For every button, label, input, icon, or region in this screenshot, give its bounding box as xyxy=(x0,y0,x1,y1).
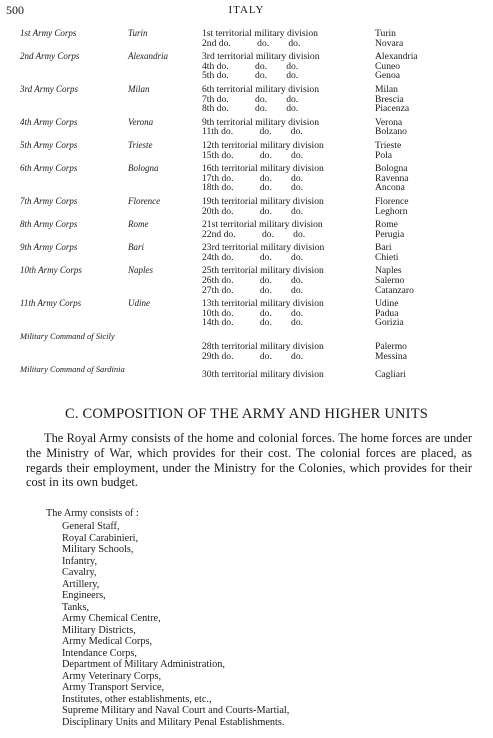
division-row xyxy=(200,71,493,81)
division-ordinal: 19th xyxy=(202,195,220,207)
division-ordinal: 11th xyxy=(202,126,219,138)
list-item: Cavalry, xyxy=(62,567,97,578)
division-desc: do. do. do. xyxy=(221,172,304,184)
list-item: Infantry, xyxy=(62,555,98,567)
division-ordinal: 4th xyxy=(202,60,215,72)
corps-headquarters: Alexandria xyxy=(128,51,168,62)
division-ordinal: 20th xyxy=(202,205,220,217)
division-city: Ancona xyxy=(375,182,405,194)
division-row xyxy=(200,104,493,114)
corps-name: 8th Army Corps xyxy=(20,219,78,230)
division-ordinal-desc xyxy=(200,352,375,362)
division-city: Alexandria xyxy=(375,51,418,63)
military-command-group xyxy=(0,332,493,361)
corps-group xyxy=(0,29,493,48)
division-row xyxy=(200,151,493,161)
corps-name: 1st Army Corps xyxy=(20,28,77,38)
list-item: Institutes, other establishments, etc., xyxy=(62,693,212,705)
division-desc: territorial military division xyxy=(221,298,324,310)
division-ordinal-desc xyxy=(200,151,375,161)
corps-headquarters: Bari xyxy=(128,242,145,253)
division-ordinal-desc xyxy=(200,127,375,137)
division-city: Rome xyxy=(375,219,398,231)
division-city: Novara xyxy=(375,37,404,49)
military-command-name: Military Command of Sardinia xyxy=(20,364,125,375)
division-ordinal-desc xyxy=(200,183,375,193)
division-city: Bolzano xyxy=(375,126,407,138)
division-ordinal: 23rd xyxy=(202,242,220,254)
division-row xyxy=(200,39,493,49)
division-city: Turin xyxy=(375,28,396,39)
division-desc: territorial military division xyxy=(215,28,318,39)
corps-headquarters: Rome xyxy=(128,219,149,230)
list-item: Royal Carabinieri, xyxy=(62,532,139,544)
list-item: General Staff, xyxy=(62,521,120,532)
corps-group xyxy=(0,243,493,262)
division-ordinal: 16th xyxy=(202,163,220,175)
corps-name: 10th Army Corps xyxy=(20,265,82,276)
division-desc: do. do. do. xyxy=(216,60,299,72)
division-city: Catanzaro xyxy=(375,284,414,296)
division-ordinal: 27th xyxy=(202,284,220,296)
division-ordinal: 1st xyxy=(202,28,214,39)
list-item: Engineers, xyxy=(62,590,106,601)
division-desc: do. do. do. xyxy=(216,103,299,115)
division-ordinal: 25th xyxy=(202,265,220,277)
division-city: Palermo xyxy=(375,341,407,353)
army-components-list xyxy=(62,521,289,728)
division-list xyxy=(200,141,493,160)
list-item: Disciplinary Units and Military Penal Establishments. xyxy=(62,716,285,728)
section-paragraph: The Royal Army consists of the home and colonial forces. The home forces are under the Ministry of War, which provides for their cost. The colonial forces are placed, as regards their employment, under the Ministry for the Colonies, which provides for their cost in its own budget. xyxy=(26,431,472,490)
division-desc: do. do. do. xyxy=(221,284,304,296)
list-item: Army Veterinary Corps, xyxy=(62,670,162,682)
division-ordinal: 22nd xyxy=(202,228,222,240)
list-item: Army Medical Corps, xyxy=(62,636,153,647)
division-desc: territorial military division xyxy=(221,369,324,381)
division-city: Salerno xyxy=(375,275,405,287)
division-ordinal-desc xyxy=(200,286,375,296)
division-city: Naples xyxy=(375,265,402,277)
division-desc: do. do. do. xyxy=(221,307,304,319)
division-city: Chieti xyxy=(375,251,399,263)
division-ordinal-desc xyxy=(200,230,375,240)
division-city: Verona xyxy=(375,116,403,128)
division-ordinal: 5th xyxy=(202,70,215,82)
corps-name: 5th Army Corps xyxy=(20,139,78,150)
division-desc: do. do. do. xyxy=(221,149,304,161)
division-list xyxy=(200,85,493,114)
corps-group xyxy=(0,299,493,328)
division-desc: do. do. do. xyxy=(218,37,301,49)
division-desc: territorial military division xyxy=(216,83,319,95)
division-ordinal-desc xyxy=(200,104,375,114)
division-row xyxy=(200,183,493,193)
division-desc: do. do. do. xyxy=(216,70,299,82)
corps-name: 11th Army Corps xyxy=(20,298,82,309)
division-city: Genoa xyxy=(375,70,401,82)
corps-headquarters: Milan xyxy=(128,83,150,94)
section-heading: C. COMPOSITION OF THE ARMY AND HIGHER UNITS xyxy=(64,406,429,422)
corps-headquarters: Turin xyxy=(128,28,148,38)
division-ordinal-desc xyxy=(200,39,375,49)
division-desc: territorial military division xyxy=(221,139,324,151)
division-desc: do. do. do. xyxy=(216,93,299,105)
corps-group xyxy=(0,118,493,137)
division-ordinal-desc xyxy=(200,253,375,263)
division-desc: do. do. do. xyxy=(223,228,306,240)
list-item: Intendance Corps, xyxy=(62,647,137,659)
division-row xyxy=(200,286,493,296)
corps-headquarters: Verona xyxy=(128,116,154,127)
military-command-divisions xyxy=(200,332,493,361)
division-city: Cagliari xyxy=(375,369,406,381)
division-ordinal: 17th xyxy=(202,172,220,184)
corps-name: 2nd Army Corps xyxy=(20,51,80,62)
corps-group xyxy=(0,164,493,193)
division-desc: territorial military division xyxy=(221,195,324,207)
division-ordinal: 29th xyxy=(202,350,220,362)
division-desc: territorial military division xyxy=(216,116,319,128)
division-list xyxy=(200,266,493,295)
division-ordinal: 10th xyxy=(202,307,220,319)
list-item: Supreme Military and Naval Court and Courts-Martial, xyxy=(62,705,290,716)
division-desc: do. do. do. xyxy=(221,205,304,217)
division-ordinal: 13th xyxy=(202,298,220,310)
division-ordinal-desc xyxy=(200,71,375,81)
division-desc: territorial military division xyxy=(222,242,325,254)
division-ordinal: 12th xyxy=(202,139,220,151)
division-ordinal: 18th xyxy=(202,182,220,194)
division-city: Messina xyxy=(375,350,407,362)
military-command-name: Military Command of Sicily xyxy=(20,331,115,342)
page-number: 500 xyxy=(6,3,24,17)
division-ordinal-desc xyxy=(200,207,375,217)
list-item: Army Transport Service, xyxy=(62,682,165,693)
division-ordinal: 8th xyxy=(202,103,215,115)
corps-group xyxy=(0,197,493,216)
division-city: Florence xyxy=(375,195,409,207)
corps-name: 7th Army Corps xyxy=(20,195,78,206)
division-desc: do. do. do. xyxy=(221,182,304,194)
division-ordinal: 6th xyxy=(202,83,215,95)
division-ordinal: 15th xyxy=(202,149,220,161)
division-ordinal-desc xyxy=(200,318,375,328)
corps-name: 9th Army Corps xyxy=(20,242,78,253)
division-city: Milan xyxy=(375,83,398,95)
division-list xyxy=(200,342,493,361)
division-city: Leghorn xyxy=(375,205,408,217)
corps-group xyxy=(0,266,493,295)
division-list xyxy=(200,197,493,216)
division-list xyxy=(200,220,493,239)
division-ordinal: 7th xyxy=(202,93,215,105)
corps-name: 6th Army Corps xyxy=(20,163,78,174)
division-city: Udine xyxy=(375,298,399,310)
division-row xyxy=(200,207,493,217)
division-list xyxy=(200,29,493,48)
corps-name: 3rd Army Corps xyxy=(20,83,79,94)
division-ordinal: 24th xyxy=(202,251,220,263)
division-ordinal: 9th xyxy=(202,116,215,128)
division-desc: territorial military division xyxy=(221,265,324,277)
corps-headquarters: Bologna xyxy=(128,163,159,174)
division-ordinal: 21st xyxy=(202,219,218,231)
corps-headquarters: Naples xyxy=(128,265,154,276)
division-ordinal: 3rd xyxy=(202,51,215,63)
list-item: Military Districts, xyxy=(62,624,136,636)
list-item: Artillery, xyxy=(62,578,100,590)
corps-group xyxy=(0,85,493,114)
division-desc: do. do. do. xyxy=(221,126,303,138)
division-city: Ravenna xyxy=(375,172,409,184)
division-list xyxy=(200,243,493,262)
list-item: Department of Military Administration, xyxy=(62,659,226,670)
division-city: Bari xyxy=(375,242,392,254)
list-item: Military Schools, xyxy=(62,544,134,555)
division-city: Piacenza xyxy=(375,103,410,115)
list-item: Tanks, xyxy=(62,601,90,613)
corps-headquarters: Udine xyxy=(128,298,150,309)
corps-group xyxy=(0,220,493,239)
division-ordinal: 26th xyxy=(202,275,220,287)
division-ordinal: 28th xyxy=(202,341,220,353)
division-list xyxy=(200,299,493,328)
army-corps-table xyxy=(0,29,493,384)
corps-name: 4th Army Corps xyxy=(20,116,78,127)
division-city: Perugia xyxy=(375,228,405,240)
division-ordinal: 2nd xyxy=(202,37,217,49)
corps-headquarters: Trieste xyxy=(128,139,153,150)
corps-group xyxy=(0,141,493,160)
division-city: Trieste xyxy=(375,139,402,151)
corps-group xyxy=(0,52,493,81)
division-desc: do. do. do. xyxy=(221,251,304,263)
list-intro: The Army consists of : xyxy=(46,508,139,519)
division-city: Pola xyxy=(375,149,393,161)
division-row xyxy=(200,127,493,137)
division-desc: do. do. do. xyxy=(221,350,304,362)
division-city: Bologna xyxy=(375,163,408,175)
division-list xyxy=(200,118,493,137)
division-row xyxy=(200,253,493,263)
division-row xyxy=(200,352,493,362)
division-desc: territorial military division xyxy=(221,341,324,353)
corps-headquarters: Florence xyxy=(128,195,161,206)
division-city: Brescia xyxy=(375,93,404,105)
division-row xyxy=(200,318,493,328)
division-desc: territorial military division xyxy=(220,219,323,231)
division-row xyxy=(200,230,493,240)
division-desc: territorial military division xyxy=(221,163,324,175)
running-head: ITALY xyxy=(228,4,265,16)
division-ordinal: 14th xyxy=(202,317,220,329)
division-row xyxy=(200,370,493,380)
division-ordinal-desc xyxy=(200,370,375,380)
division-desc: territorial military division xyxy=(217,51,320,63)
division-city: Gorizia xyxy=(375,317,404,329)
military-command-divisions xyxy=(200,365,493,380)
division-desc: do. do. do. xyxy=(221,275,304,287)
division-desc: do. do. do. xyxy=(221,317,304,329)
division-city: Cuneo xyxy=(375,60,401,72)
division-city: Padua xyxy=(375,307,399,319)
division-list xyxy=(200,52,493,81)
division-list xyxy=(200,164,493,193)
list-item: Army Chemical Centre, xyxy=(62,613,161,624)
division-list xyxy=(200,370,493,380)
military-command-group xyxy=(0,365,493,380)
division-ordinal: 30th xyxy=(202,369,220,381)
